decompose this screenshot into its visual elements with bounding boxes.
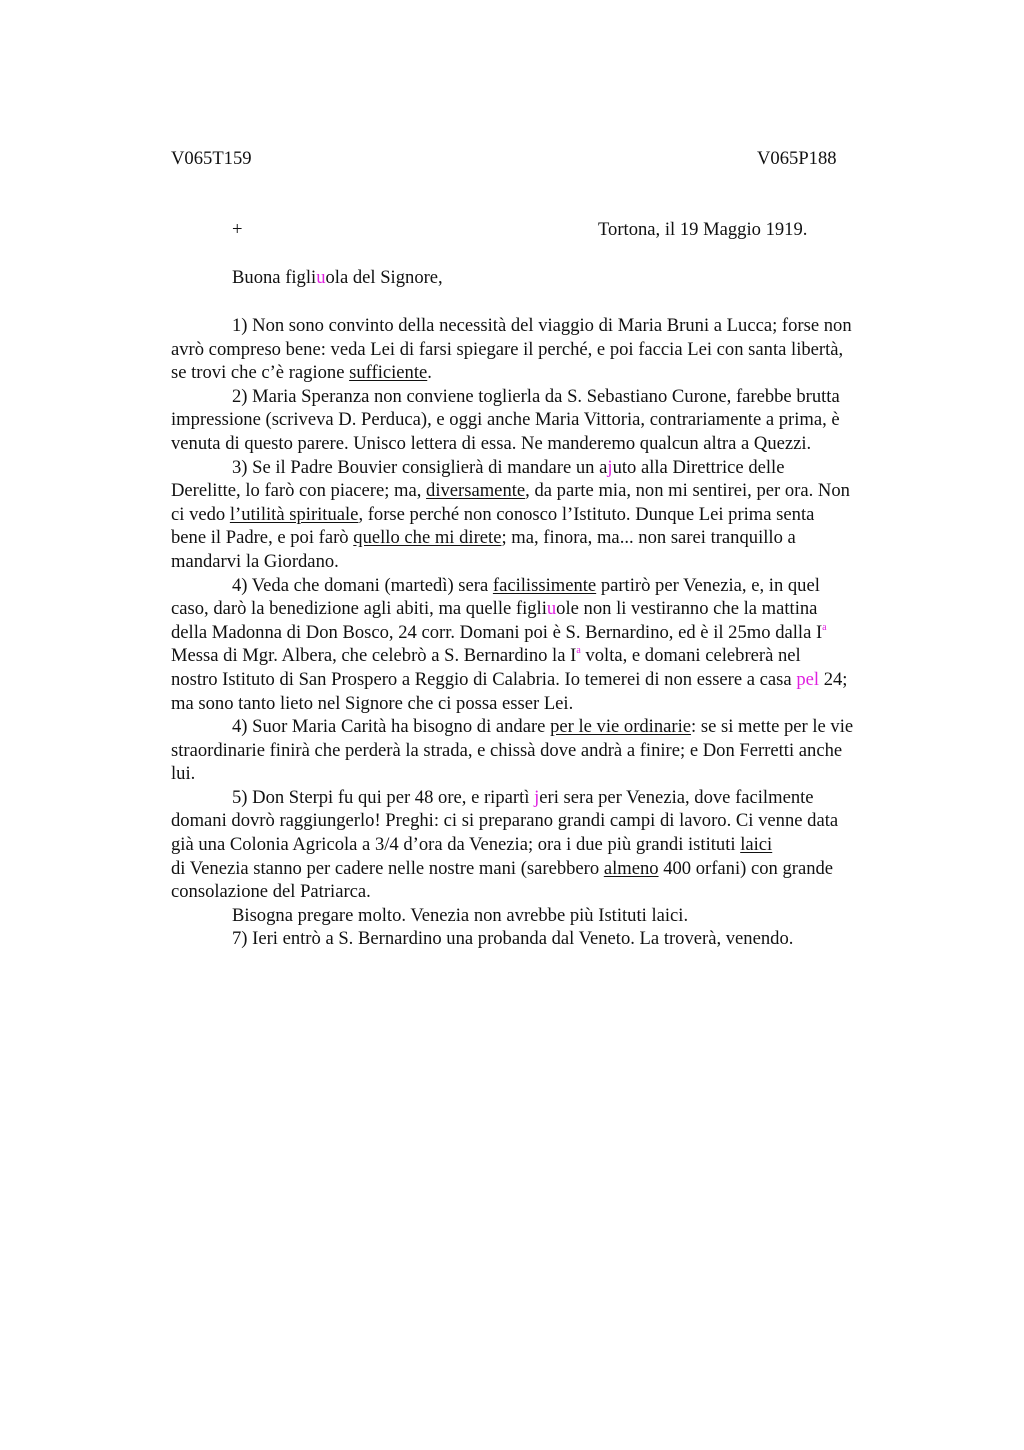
document-code-left: V065T159 <box>171 148 252 169</box>
paragraph-7: Bisogna pregare molto. Venezia non avrebbe più Istituti laici. <box>232 904 689 926</box>
paragraph-6: 5) Don Sterpi fu qui per 48 ore, e ripartì jeri sera per Venezia, dove facilmente domani dovrò raggiungerlo! Preghi: ci si preparano grandi campi di lavoro. Ci venne data già una Colonia Agricola a 3/4 d’ora da Venezia; ora i due più grandi istituti laici di Venezia stanno per cadere nelle nostre mani (sarebbero almeno 400 orfani) con grande consolazione del Patriarca. <box>171 786 839 903</box>
salutation: Buona figliuola del Signore, <box>232 267 443 288</box>
letter-body <box>171 314 931 951</box>
paragraph-8: 7) Ieri entrò a S. Bernardino una probanda dal Veneto. La troverà, venendo. <box>232 928 794 950</box>
dateline: Tortona, il 19 Maggio 1919. <box>598 219 808 240</box>
paragraph-5: 4) Suor Maria Carità ha bisogno di andare per le vie ordinarie: se si mette per le vie straordinarie finirà che perderà la strada, e chissà dove andrà a finire; e Don Ferretti anche lui. <box>171 716 854 785</box>
document-code-right: V065P188 <box>757 148 837 169</box>
cross-symbol: + <box>232 219 243 240</box>
paragraph-4: 4) Veda che domani (martedì) sera facilissimente partirò per Venezia, e, in quel caso, darò la benedizione agli abiti, ma quelle figliuole non li vestiranno che la mattina della Madonna di Don Bosco, 24 corr. Domani poi è S. Bernardino, ed è il 25mo dalla $I^a$ Messa di Mgr. Albera, che celebrò a S. Bernardino la $I^a$ volta, e domani celebrerà nel nostro Istituto di San Prospero a Reggio di Calabria. Io temerei di non essere a casa pel 24; ma sono tanto lieto nel Signore che ci possa esser Lei. <box>171 574 848 714</box>
paragraph-2: 2) Maria Speranza non conviene toglierla da S. Sebastiano Curone, farebbe brutta impressione (scriveva D. Perduca), e oggi anche Maria Vittoria, contrariamente a prima, è venuta di questo parere. Unisco lettera di essa. Ne manderemo qualcun altra a Quezzi. <box>171 385 840 454</box>
paragraph-3: 3) Se il Padre Bouvier consiglierà di mandare un ajuto alla Direttrice delle Derelitte, lo farò con piacere; ma, diversamente, da parte mia, non mi sentirei, per ora. Non ci vedo l’utilità spirituale, forse perché non conosco l’Istituto. Dunque Lei prima senta bene il Padre, e poi farò quello che mi direte; ma, finora, ma... non sarei tranquillo a mandarvi la Giordano. <box>171 456 850 572</box>
paragraph-1: 1) Non sono convinto della necessità del viaggio di Maria Bruni a Lucca; forse non avrò compreso bene: veda Lei di farsi spiegare il perché, e poi faccia Lei con santa libertà, se trovi che c’è ragione sufficiente. <box>171 315 852 384</box>
